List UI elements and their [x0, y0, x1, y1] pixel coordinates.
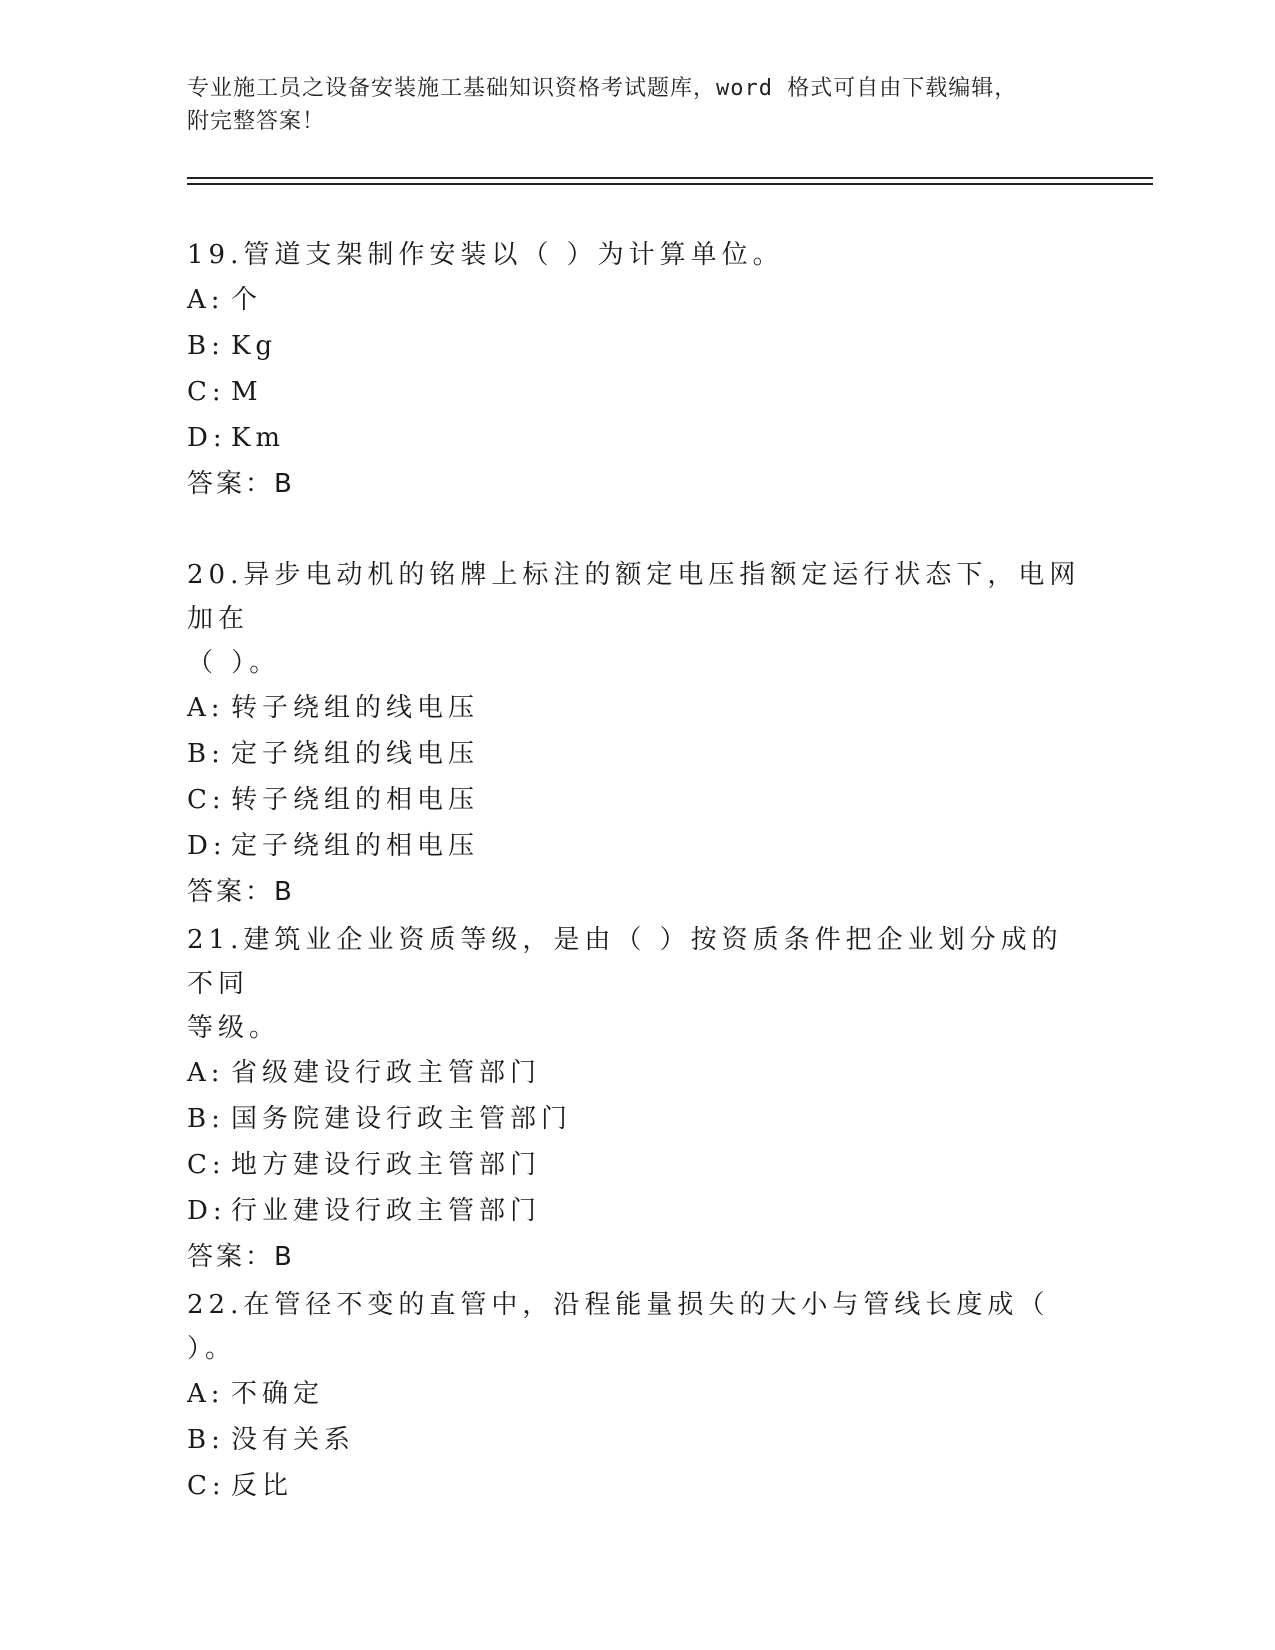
- option-key: D:: [187, 1196, 227, 1226]
- question-20: [187, 553, 1087, 915]
- option-text: 转子绕组的相电压: [231, 785, 480, 815]
- option-c: [187, 777, 1087, 823]
- option-text: 转子绕组的线电压: [231, 693, 480, 723]
- header-line-2: 附完整答案！: [187, 109, 326, 134]
- question-stem: 19.管道支架制作安装以（ ）为计算单位。: [187, 240, 784, 270]
- option-key: A:: [187, 1058, 225, 1088]
- answer-line: 答案：B: [187, 1242, 295, 1272]
- option-text: 行业建设行政主管部门: [231, 1196, 542, 1226]
- option-key: A:: [187, 1379, 225, 1409]
- document-header: [187, 72, 1087, 138]
- option-text: 定子绕组的相电压: [231, 831, 480, 861]
- question-stem: 22.在管径不变的直管中，沿程能量损失的大小与管线长度成（ ）。: [187, 1290, 1050, 1364]
- option-key: B:: [187, 1104, 225, 1134]
- question-19: [187, 233, 1087, 507]
- option-text: 国务院建设行政主管部门: [231, 1104, 573, 1134]
- header-divider-top: [187, 177, 1153, 179]
- option-d: [187, 1188, 1087, 1234]
- option-b: [187, 731, 1087, 777]
- option-b: [187, 323, 1087, 369]
- option-key: A:: [187, 693, 225, 723]
- option-text: Km: [231, 423, 286, 453]
- option-text: 反比: [231, 1471, 294, 1501]
- header-divider-bottom: [187, 183, 1153, 185]
- option-text: M: [231, 377, 263, 407]
- option-a: [187, 685, 1087, 731]
- option-text: 地方建设行政主管部门: [231, 1150, 542, 1180]
- option-key: D:: [187, 423, 227, 453]
- question-22: [187, 1283, 1087, 1509]
- option-c: [187, 1142, 1087, 1188]
- option-text: 没有关系: [231, 1425, 356, 1455]
- option-key: B:: [187, 331, 225, 361]
- option-key: C:: [187, 1471, 226, 1501]
- option-text: 不确定: [231, 1379, 325, 1409]
- answer-line: 答案：B: [187, 877, 295, 907]
- option-b: [187, 1417, 1087, 1463]
- option-text: 定子绕组的线电压: [231, 739, 480, 769]
- question-stem: 21.建筑业企业资质等级，是由（ ）按资质条件把企业划分成的不同: [187, 925, 1063, 999]
- header-line-1: 专业施工员之设备安装施工基础知识资格考试题库，word 格式可自由下载编辑，: [187, 76, 1018, 101]
- option-d: [187, 823, 1087, 869]
- question-stem-continued: （ ）。: [187, 648, 281, 678]
- option-text: Kg: [231, 331, 278, 361]
- option-key: C:: [187, 785, 226, 815]
- answer-line: 答案：B: [187, 469, 295, 499]
- option-c: [187, 369, 1087, 415]
- option-key: B:: [187, 739, 225, 769]
- question-21: [187, 918, 1087, 1280]
- option-b: [187, 1096, 1087, 1142]
- option-c: [187, 1463, 1087, 1509]
- option-text: 省级建设行政主管部门: [231, 1058, 542, 1088]
- option-text: 个: [231, 285, 263, 315]
- option-key: C:: [187, 1150, 226, 1180]
- option-d: [187, 415, 1087, 461]
- question-stem: 20.异步电动机的铭牌上标注的额定电压指额定运行状态下，电网加在: [187, 560, 1081, 634]
- option-a: [187, 1371, 1087, 1417]
- option-a: [187, 277, 1087, 323]
- option-key: A:: [187, 285, 225, 315]
- option-key: B:: [187, 1425, 225, 1455]
- option-key: C:: [187, 377, 226, 407]
- question-stem-continued: 等级。: [187, 1013, 281, 1043]
- option-key: D:: [187, 831, 227, 861]
- option-a: [187, 1050, 1087, 1096]
